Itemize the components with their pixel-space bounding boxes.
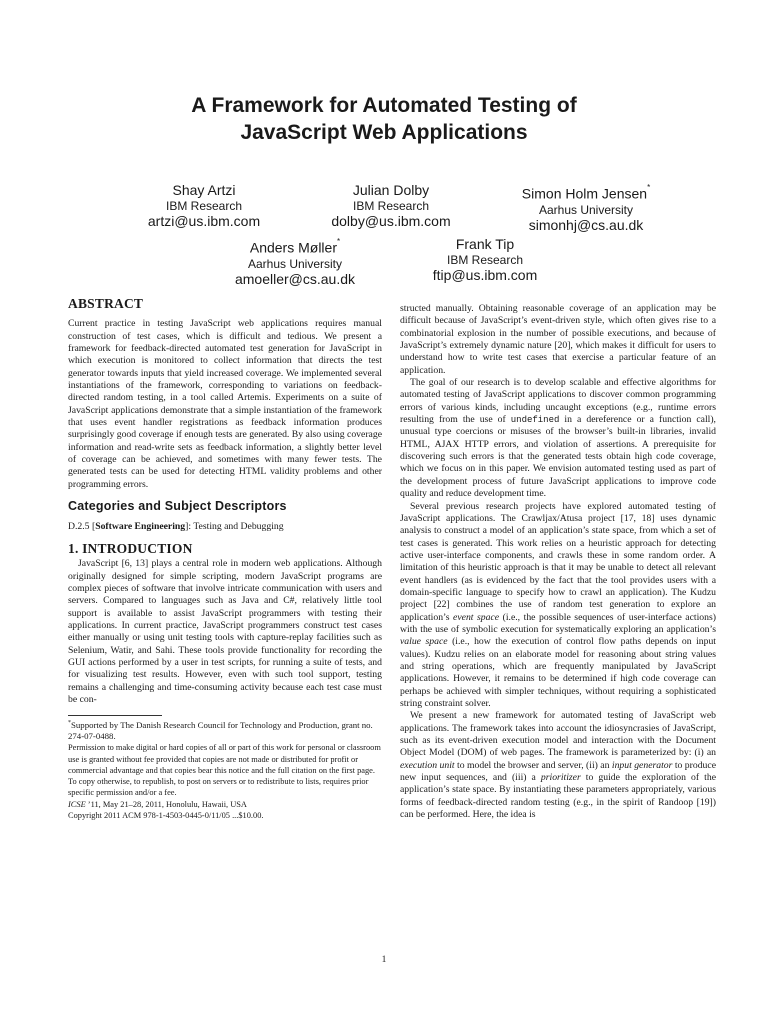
permission-notice: Permission to make digital or hard copies of all or part of this work for personal or classroom use is granted without fee provided that copies are not made or distributed for profit or commercial advantage and that copies bear this notice and the full citation on the first page. To copy otherwise, to republish, to post on servers or to redistribute to lists, requires prior specific permission and/or a fee. ICSE ’11, May 21–28, 2011, Honolulu, Hawaii, USA Copyright 2011 ACM 978-1-4503-0445-0/11/05 ...$10.00. bbox=[68, 743, 381, 821]
author-email: ftip@us.ibm.com bbox=[432, 267, 538, 283]
abstract-heading: ABSTRACT bbox=[68, 296, 144, 311]
author-block bbox=[501, 182, 671, 234]
author-affiliation: IBM Research bbox=[352, 199, 430, 213]
author-name: Frank Tip bbox=[455, 236, 515, 252]
author-block bbox=[131, 182, 277, 230]
author-block bbox=[412, 236, 558, 284]
footnote-divider bbox=[68, 715, 162, 716]
funding-footnote: *Supported by The Danish Research Council for Technology and Production, grant no. 274-07-0488. bbox=[68, 720, 373, 742]
body-paragraph: Several previous research projects have explored automated testing of JavaScript applications. The Crawljax/Atusa project [17, 18] uses dynamic analysis to construct a model of an application’s state space, from which a set of test cases is generated. This work relies on a heuristic approach for detecting active user-interface components, and crawls these in some random order. A limitation of this heuristic approach is that it may be unable to detect all relevant event handlers (as is evidenced by the fact that the tool provides users with a domain-specific language to specify how to crawl an application). The Kudzu project [22] combines the use of random test generation to explore an application’s event space (i.e., the possible sequences of user-interface actions) with the use of symbolic execution for systematically exploring an application’s value space (i.e., how the execution of control flow paths depends on input values). Kudzu relies on an elaborate model for reasoning about string values and string operations, which are frequently manipulated by JavaScript applications. However, it remains to be determined if high code coverage can perhaps be achieved with simpler techniques, without requiring a sophisticated string constraint solver. bbox=[400, 500, 716, 709]
footnote-mark: * bbox=[647, 183, 651, 192]
section-heading-introduction: 1. INTRODUCTION bbox=[68, 540, 193, 556]
body-paragraph: The goal of our research is to develop scalable and effective algorithms for automated testing of JavaScript applications to discover common programming errors of various kinds, including uncaught exceptions (e.g., runtime errors resulting from the use of undefined in a dereference or a function call), unusual type coercions or misuses of the browser’s built-in libraries, invalid HTML, AJAX HTTP errors, and violation of assertions. A prerequisite for discovering such errors is that the generated tests obtain high code coverage, which we focus on in this paper. We envision automated testing used as part of the development process of future JavaScript applications to improve code quality and reduce development time. bbox=[400, 377, 716, 500]
author-name: Simon Holm Jensen* bbox=[521, 183, 651, 202]
author-block bbox=[222, 236, 368, 288]
author-affiliation: IBM Research bbox=[165, 199, 243, 213]
abstract-text: Current practice in testing JavaScript web applications requires manual construction of test cases, which is difficult and tedious. We present a framework for feedback-directed automated test generation for JavaScript in which execution is monitored to collect information that directs the test generator towards inputs that yield increased coverage. We implemented several instantiations of the framework, corresponding to variations on feedback-directed random testing, in a tool called Artemis. Experiments on a suite of JavaScript applications demonstrate that a simple instantiation of the framework that uses event handler registrations as feedback information produces surprisingly good coverage if enough tests are generated. By also using coverage information and read-write sets as feedback information, a slightly better level of coverage can be achieved, and sometimes with many fewer tests. The generated tests can be used for detecting HTML validity problems and other programming errors. bbox=[68, 318, 382, 490]
paper-title bbox=[0, 92, 768, 146]
author-name: Anders Møller* bbox=[249, 237, 341, 256]
author-block bbox=[318, 182, 464, 230]
author-email: artzi@us.ibm.com bbox=[147, 213, 261, 229]
left-column bbox=[68, 298, 382, 821]
categories-text: D.2.5 [Software Engineering]: Testing and Debugging bbox=[68, 520, 284, 532]
footnote-mark: * bbox=[337, 237, 341, 246]
body-paragraph: structed manually. Obtaining reasonable coverage of an application may be difficult because of JavaScript’s event-driven style, which often gives rise to a combinatorial explosion in the number of possible executions, and because of JavaScript’s extremely dynamic nature [20], which makes it difficult for users to understand how to write test cases that exercise a particular feature of an application. bbox=[400, 303, 716, 376]
author-email: simonhj@cs.au.dk bbox=[528, 216, 644, 233]
author-affiliation: IBM Research bbox=[446, 253, 524, 267]
author-name: Shay Artzi bbox=[172, 182, 236, 198]
title-line-2: JavaScript Web Applications bbox=[240, 121, 528, 144]
page-number: 1 bbox=[381, 955, 387, 965]
categories-heading: Categories and Subject Descriptors bbox=[68, 499, 287, 514]
body-paragraph: We present a new framework for automated testing of JavaScript web applications. The framework takes into account the idiosyncrasies of JavaScript, such as its event-driven execution model and interaction with the Document Object Model (DOM) of web pages. The framework is parameterized by: (i) an execution unit to model the browser and server, (ii) an input generator to produce new input sequences, and (iii) a prioritizer to guide the exploration of the application’s state space. By instantiating these parameters appropriately, various forms of feedback-directed random testing (e.g., in the spirit of Randoop [19]) can be performed. Here, the idea is bbox=[400, 710, 717, 821]
author-affiliation: Aarhus University bbox=[247, 256, 343, 271]
author-affiliation: Aarhus University bbox=[538, 202, 634, 217]
title-line-1: A Framework for Automated Testing of bbox=[191, 94, 577, 117]
author-email: amoeller@cs.au.dk bbox=[234, 270, 356, 287]
intro-paragraph: JavaScript [6, 13] plays a central role in modern web applications. Although originally designed for simple scripting, modern JavaScript programs are complex pieces of software that involve intricate communication with users and servers. Compared to languages such as Java and C#, relatively little tool support is available to assist JavaScript programmers with testing their applications. In current practice, JavaScript programmers construct test cases either manually or using unit testing tools with capture-replay facilities such as Selenium, Watir, and Sahi. These tools provide functionality for recording the GUI actions performed by a user in test scripts, for running a suite of tests, and for visualizing test results. However, even with such tool support, testing remains a challenging and time-consuming activity because each test case must be con- bbox=[68, 558, 382, 705]
right-column bbox=[400, 303, 716, 821]
author-name: Julian Dolby bbox=[352, 182, 430, 198]
author-email: dolby@us.ibm.com bbox=[331, 213, 451, 229]
